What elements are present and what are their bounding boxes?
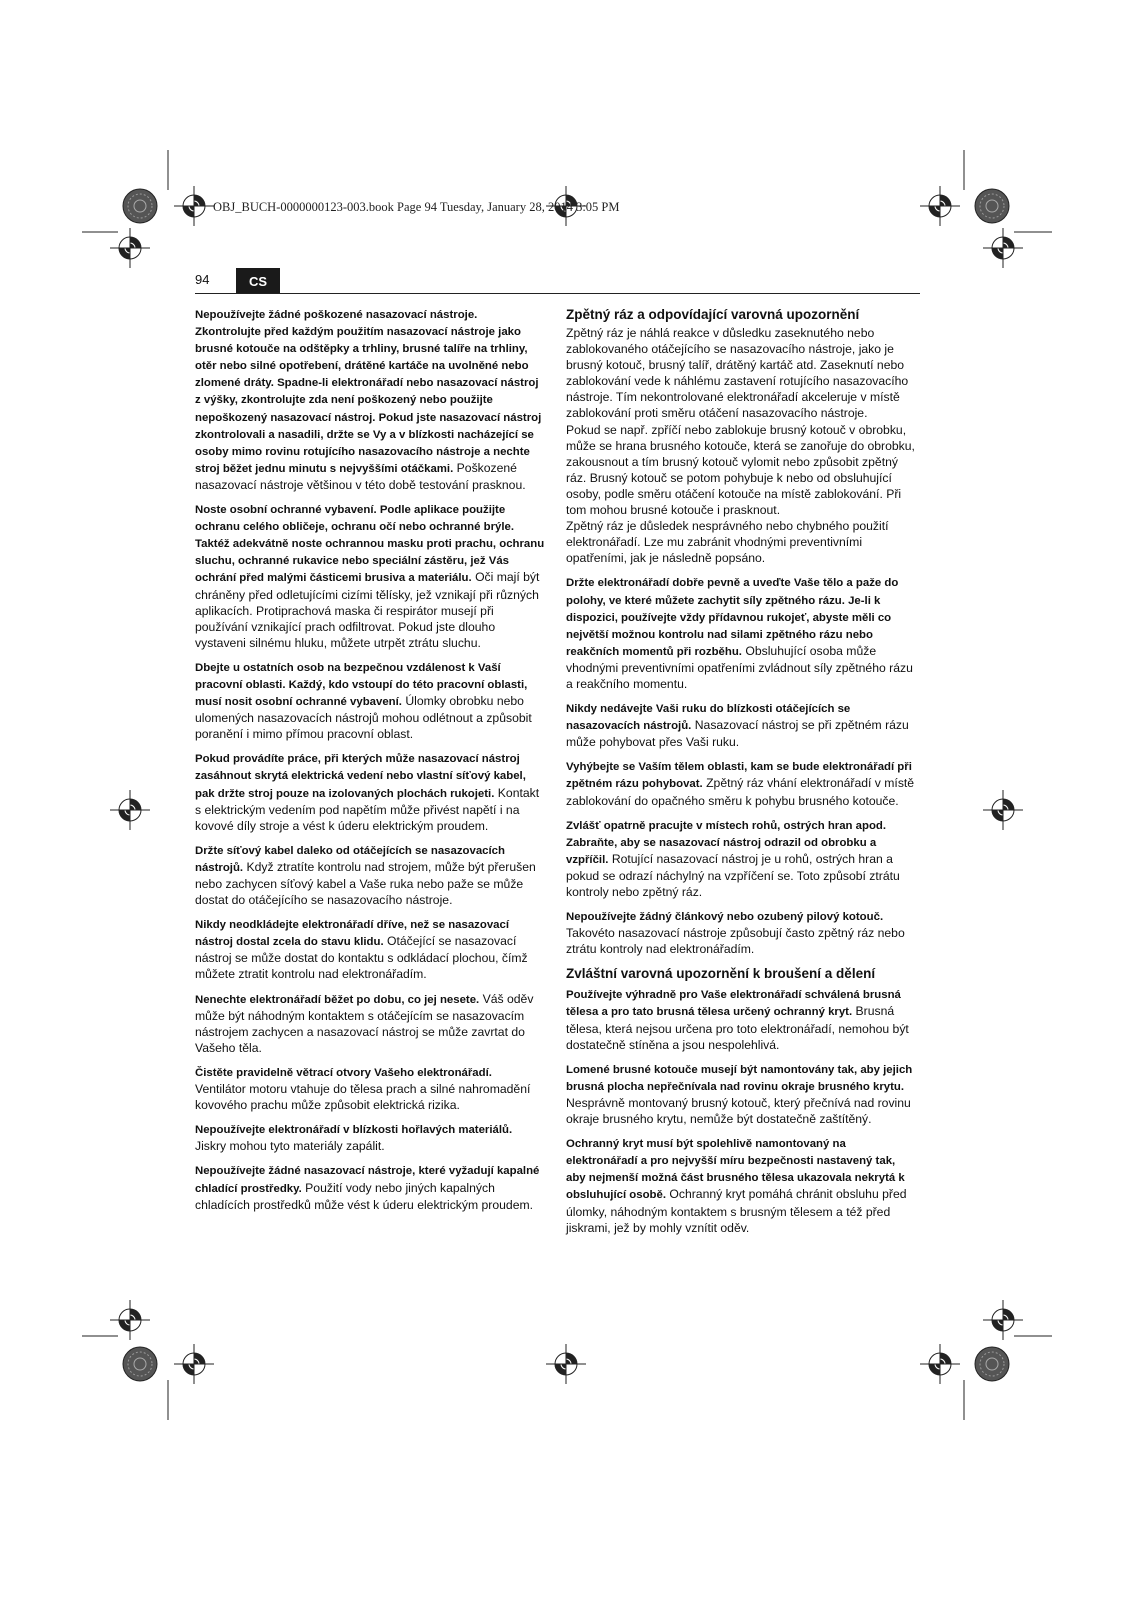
paragraph (195, 991, 545, 1056)
paragraph (195, 750, 545, 833)
warning-text: Váš oděv může být náhodným kontaktem s otáčejícím se nasazovacím nástrojem zachycen a nasazovací nástroj se může zavrtat do Vašeho těla. (195, 991, 534, 1055)
paragraph (195, 659, 545, 742)
warning-text: Jiskry mohou tyto materiály zapálit. (195, 1139, 385, 1154)
warning-bold: Nepoužívejte žádný článkový nebo ozubený pilový kotouč. (566, 911, 884, 924)
left-column (195, 306, 545, 1221)
warning-text: Nasazovací nástroj se při zpětném rázu může pohybovat přes Vaši ruku. (566, 718, 909, 750)
page-number: 94 (195, 272, 210, 287)
paragraph (195, 916, 545, 982)
paragraph (566, 700, 916, 750)
warning-text: Ochranný kryt pomáhá chránit obsluhu před úlomky, náhodným kontaktem s brusným tělesem a též před jiskrami, jež by mohly vznítit oděv. (566, 1187, 907, 1235)
warning-bold: Držte síťový kabel daleko od otáčejících se nasazovacích nástrojů. (195, 844, 505, 874)
warning-bold: Lomené brusné kotouče musejí být namontovány tak, aby jejich brusná plocha nepřečnívala nad rovinu okraje brusného krytu. (566, 1063, 913, 1093)
warning-bold: Nenechte elektronářadí běžet po dobu, co jej nesete. (195, 993, 480, 1006)
warning-text: Obsluhující osoba může vhodnými preventivními opatřeními zvládnout síly zpětného rázu a reakčního momentu. (566, 643, 913, 691)
paragraph (195, 1064, 545, 1113)
warning-text: Kontakt s elektrickým vedením pod napětím může přivést napětí i na kovové díly stroje a vést k úderu elektrickým proudem. (195, 785, 540, 833)
warning-bold: Nepoužívejte žádné poškozené nasazovací nástroje. Zkontrolujte před každým použitím nasazovací nástroje jako brusné kotouče na odštěpky a trhliny, brusné talíře na trhliny, otěr nebo silné opotřebení, drátěné kartáče na uvolněné nebo zlomené dráty. Spadne-li elektronářadí nebo nasazovací nástroj z výšky, zkontrolujte zda není poškozený nebo použijte nepoškozený nasazovací nástroj. Pokud jste nasazovací nástroj zkontrolovali a nasadili, držte se Vy a v blízkosti nacházející se osoby mimo rovinu rotujícího nasazovacího nástroje a nechte stroj běžet jednu minutu s nejvyššími otáčkami. (195, 309, 542, 475)
warning-bold: Noste osobní ochranné vybavení. Podle aplikace použijte ochranu celého obličeje, ochranu očí nebo ochranné brýle. Taktéž adekvátně noste ochrannou masku proti prachu, ochranu sluchu, ochranné rukavice nebo speciální zástěru, jež Vás ochrání před malými částicemi brusiva a materiálu. (195, 504, 545, 585)
warning-bold: Nikdy neodkládejte elektronářadí dříve, než se nasazovací nástroj dostal zcela do stavu klidu. (195, 919, 510, 949)
warning-bold: Nepoužívejte elektronářadí v blízkosti hořlavých materiálů. (195, 1124, 513, 1137)
paragraph (195, 842, 545, 908)
warning-text: Ventilátor motoru vtahuje do tělesa prach a silné nahromadění kovového prachu může způsobit elektrická rizika. (195, 1082, 531, 1113)
warning-text: Poškozené nasazovací nástroje většinou v této době testování prasknou. (195, 460, 526, 492)
warning-bold: Vyhýbejte se Vaším tělem oblasti, kam se bude elektronářadí při zpětném rázu pohybovat. (566, 761, 912, 791)
header-rule (195, 293, 920, 294)
warning-bold: Zvlášť opatrně pracujte v místech rohů, ostrých hran apod. Zabraňte, aby se nasazovací nástroj odrazil od obrobku a vzpříčil. (566, 819, 887, 866)
warning-bold: Ochranný kryt musí být spolehlivě namontovaný na elektronářadí a pro nejvyšší míru bezpečnosti nastavený tak, aby nejmenší možná část brusného tělesa ukazovala nekrytá k obsluhující osobě. (566, 1138, 905, 1202)
warning-text: Nesprávně montovaný brusný kotouč, který přečnívá nad rovinu okraje brusného krytu, nemůže být dostatečně zaštítěný. (566, 1095, 911, 1127)
paragraph (566, 1061, 916, 1127)
warning-text: Použití vody nebo jiných kapalných chladících prostředků může vést k úderu elektrickým proudem. (195, 1180, 534, 1212)
warning-text: Když ztratíte kontrolu nad strojem, může být přerušen nebo zachycen síťový kabel a Vaše ruka nebo paže se může dostat do otáčejícího se nasazovacího nástroje. (195, 859, 536, 908)
paragraph (195, 306, 545, 493)
section-heading-grinding: Zvláštní varovná upozornění k broušení a dělení (566, 966, 876, 982)
warning-text: Úlomky obrobku nebo ulomených nasazovacích nástrojů mohou odlétnout a způsobit poranění i mimo přímou pracovní oblast. (195, 694, 532, 742)
warning-bold: Čistěte pravidelně větrací otvory Vašeho elektronářadí. (195, 1066, 492, 1079)
right-column (566, 306, 916, 1244)
intro-paragraph: Zpětný ráz je náhlá reakce v důsledku zaseknutého nebo zablokovaného otáčejícího se nasazovacího nástroje, jako je brusný kotouč, brusný talíř, drátěný kartáč atd. Zaseknutí nebo zablokování vede k náhlému zastavení rotujícího nasazovacího nástroje. Tím nekontrolované elektronářadí akceleruje v místě zablokování proti směru otáčení nasazovacího nástroje. (566, 326, 909, 421)
paragraph (566, 758, 916, 808)
warning-text: Rotující nasazovací nástroj je u rohů, ostrých hran a pokud se odrazí náchylný na vzpříčení se. Toto způsobí ztrátu kontroly nebo zpětný ráz. (566, 851, 900, 899)
paragraph (195, 501, 545, 651)
paragraph (566, 1135, 916, 1236)
intro-paragraph: Zpětný ráz je důsledek nesprávného nebo chybného použití elektronářadí. Lze mu zabránit vhodnými preventivními opatřeními, jak je následně popsáno. (566, 519, 889, 566)
warning-text: Brusná tělesa, která nejsou určena pro toto elektronářadí, nemohou být dostatečně stíněna a jsou nespolehlivá. (566, 1004, 909, 1052)
paragraph (566, 986, 916, 1052)
paragraph (566, 817, 916, 900)
paragraph (195, 1162, 545, 1212)
print-header: OBJ_BUCH-0000000123-003.book Page 94 Tuesday, January 28, 2014 3:05 PM (213, 200, 620, 214)
language-tab: CS (236, 268, 280, 293)
warning-bold: Nepoužívejte žádné nasazovací nástroje, které vyžadují kapalné chladící prostředky. (195, 1165, 540, 1195)
warning-bold: Dbejte u ostatních osob na bezpečnou vzdálenost k Vaší pracovní oblasti. Každý, kdo vstoupí do této pracovní oblasti, musí nosit osobní ochranné vybavení. (195, 661, 528, 709)
warning-bold: Používejte výhradně pro Vaše elektronářadí schválená brusná tělesa a pro tato brusná tělesa určený ochranný kryt. (566, 989, 901, 1019)
section-heading-kickback: Zpětný ráz a odpovídající varovná upozornění (566, 307, 860, 322)
paragraph (566, 908, 916, 957)
intro-paragraph: Pokud se např. zpříčí nebo zablokuje brusný kotouč v obrobku, může se hrana brusného kotouče, která se zanořuje do obrobku, zakousnout a tím brusný kotouč vylomit nebo způsobit zpětný ráz. Brusný kotouč se potom pohybuje k nebo od obsluhující osoby, podle směru otáčení kotouče na místě zablokování. Při tom mohou brusné kotouče i prasknout. (566, 422, 915, 518)
paragraph (195, 1121, 545, 1154)
paragraph (566, 574, 916, 692)
warning-bold: Pokud provádíte práce, při kterých může nasazovací nástroj zasáhnout skrytá elektrická vedení nebo vlastní síťový kabel, pak držte stroj pouze na izolovaných plochách rukojeti. (195, 753, 526, 800)
warning-text: Oči mají být chráněny před odletujícími cizími tělísky, jež vznikají při různých aplikacích. Protiprachová maska či respirátor musejí při používání vznikající prach odfiltrovat. Pokud jste dlouho vystaveni silnému hluku, můžete utrpět ztrátu sluchu. (195, 570, 540, 650)
warning-text: Otáčející se nasazovací nástroj se může dostat do kontaktu s odkládací plochou, čímž můžete ztratit kontrolu nad elektronářadím. (195, 934, 528, 982)
warning-text: Zpětný ráz vhání elektronářadí v místě zablokování do opačného směru k pohybu brusného kotouče. (566, 776, 915, 808)
warning-bold: Nikdy nedávejte Vaši ruku do blízkosti otáčejících se nasazovacích nástrojů. (566, 703, 851, 733)
warning-text: Takovéto nasazovací nástroje způsobují často zpětný ráz nebo ztrátu kontroly nad elektronářadím. (566, 926, 905, 957)
warning-bold: Držte elektronářadí dobře pevně a uveďte Vaše tělo a paže do polohy, ve které můžete zachytit síly zpětného rázu. Je-li k dispozici, používejte vždy přídavnou rukojeť, abyste měli co největší možnou kontrolu nad silami zpětného rázu nebo reakčních momentů při rozběhu. (566, 577, 899, 658)
